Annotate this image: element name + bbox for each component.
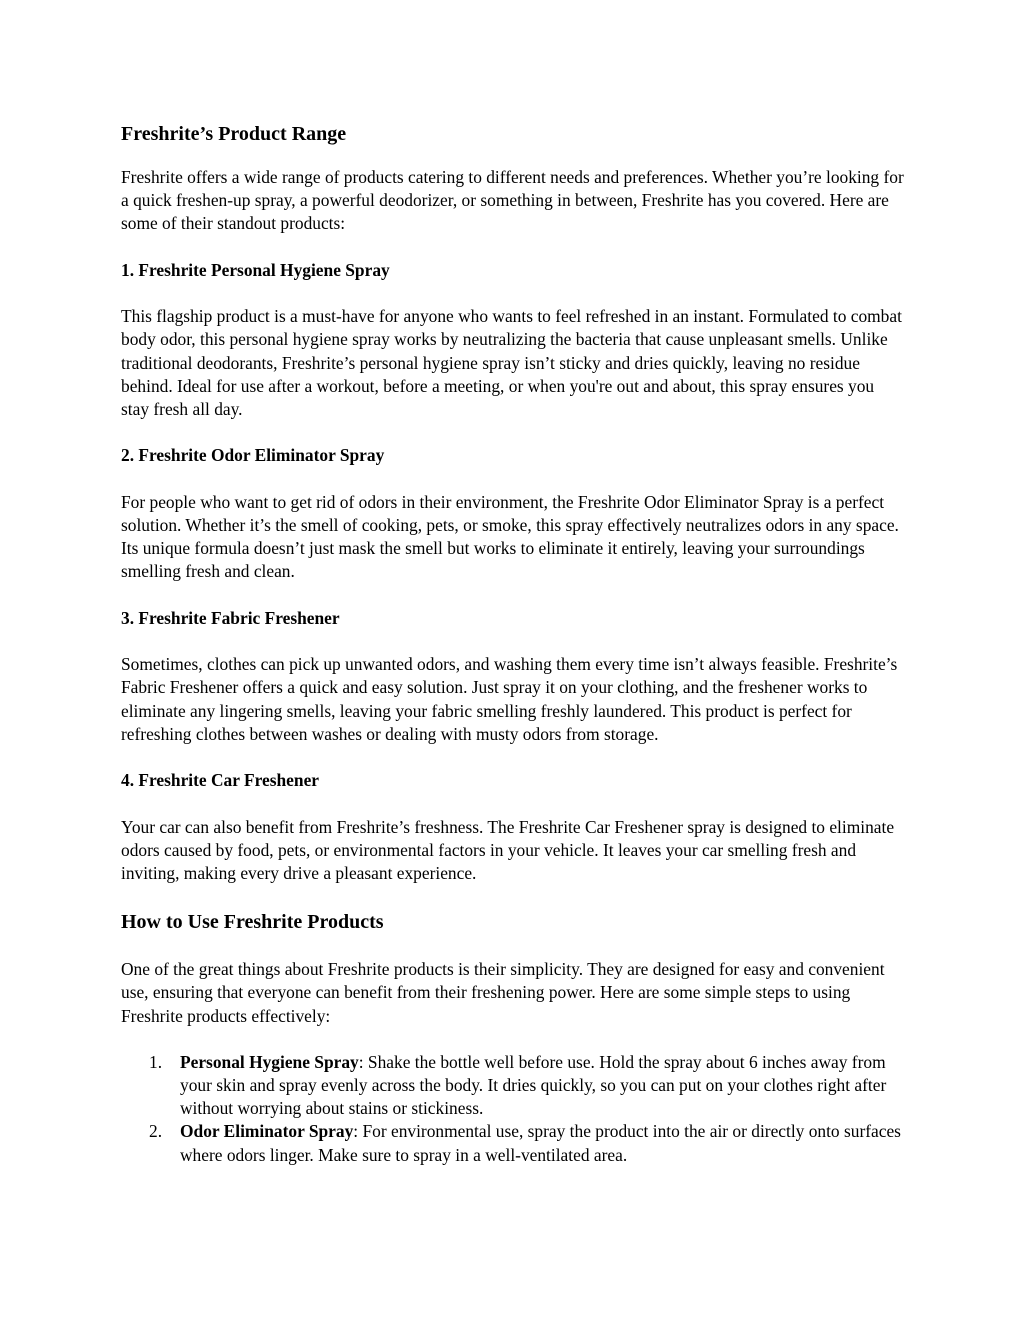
list-item-text: : For environmental use, spray the product into the air or directly onto surfaces where odors linger. Make sure to spray in a well-ventilated area. — [180, 1121, 901, 1165]
usage-steps-list — [121, 1051, 906, 1167]
product-range-intro: Freshrite offers a wide range of products catering to different needs and preferences. Whether you’re looking for a quick freshen-up spray, a powerful deodorizer, or something in between, Freshrite has you covered. Here are some of their standout products: — [121, 167, 904, 234]
product-text-car-freshener: Your car can also benefit from Freshrite’s freshness. The Freshrite Car Freshener spray is designed to eliminate odors caused by food, pets, or environmental factors in your vehicle. It leaves your car smelling fresh and inviting, making every drive a pleasant experience. — [121, 816, 895, 883]
product-heading-fabric-freshener: 3. Freshrite Fabric Freshener — [121, 607, 340, 628]
list-item-term: Personal Hygiene Spray — [180, 1051, 359, 1072]
section-title-product-range: Freshrite’s Product Range — [121, 123, 347, 145]
list-item — [121, 1120, 906, 1166]
list-item-number: 2. — [149, 1121, 163, 1142]
list-item-term: Odor Eliminator Spray — [180, 1121, 354, 1142]
list-item-text: : Shake the bottle well before use. Hold the spray about 6 inches away from your skin and spray evenly across the body. It dries quickly, so you can put on your clothes right after without worrying about stains or stickiness. — [180, 1051, 887, 1119]
section-title-how-to-use: How to Use Freshrite Products — [121, 911, 384, 934]
product-heading-car-freshener: 4. Freshrite Car Freshener — [121, 770, 320, 791]
product-text-fabric-freshener: Sometimes, clothes can pick up unwanted odors, and washing them every time isn’t always feasible. Freshrite’s Fabric Freshener offers a quick and easy solution. Just spray it on your clothing, and the freshener works to eliminate any lingering smells, leaving your fabric smelling freshly laundered. This product is perfect for refreshing clothes between washes or dealing with musty odors from storage. — [121, 654, 898, 744]
product-text-personal-hygiene-spray: This flagship product is a must-have for anyone who wants to feel refreshed in an instant. Formulated to combat body odor, this personal hygiene spray works by neutralizing the bacteria that cause unpleasant smells. Unlike traditional deodorants, Freshrite’s personal hygiene spray isn’t sticky and dries quickly, leaving no residue behind. Ideal for use after a workout, before a meeting, or when you're out and about, this spray ensures you stay fresh all day. — [121, 306, 902, 419]
product-text-odor-eliminator-spray: For people who want to get rid of odors in their environment, the Freshrite Odor Eliminator Spray is a perfect solution. Whether it’s the smell of cooking, pets, or smoke, this spray effectively neutralizes odors in any space. Its unique formula doesn’t just mask the smell but works to eliminate it entirely, leaving your surroundings smelling fresh and clean. — [121, 491, 899, 582]
product-heading-personal-hygiene-spray: 1. Freshrite Personal Hygiene Spray — [121, 259, 390, 280]
list-item-number: 1. — [149, 1051, 163, 1072]
product-heading-odor-eliminator-spray: 2. Freshrite Odor Eliminator Spray — [121, 445, 385, 466]
list-item — [121, 1051, 906, 1121]
how-to-use-intro: One of the great things about Freshrite products is their simplicity. They are designed for easy and convenient use, ensuring that everyone can benefit from their freshening power. Here are some simple steps to using Freshrite products effectively: — [121, 959, 885, 1026]
